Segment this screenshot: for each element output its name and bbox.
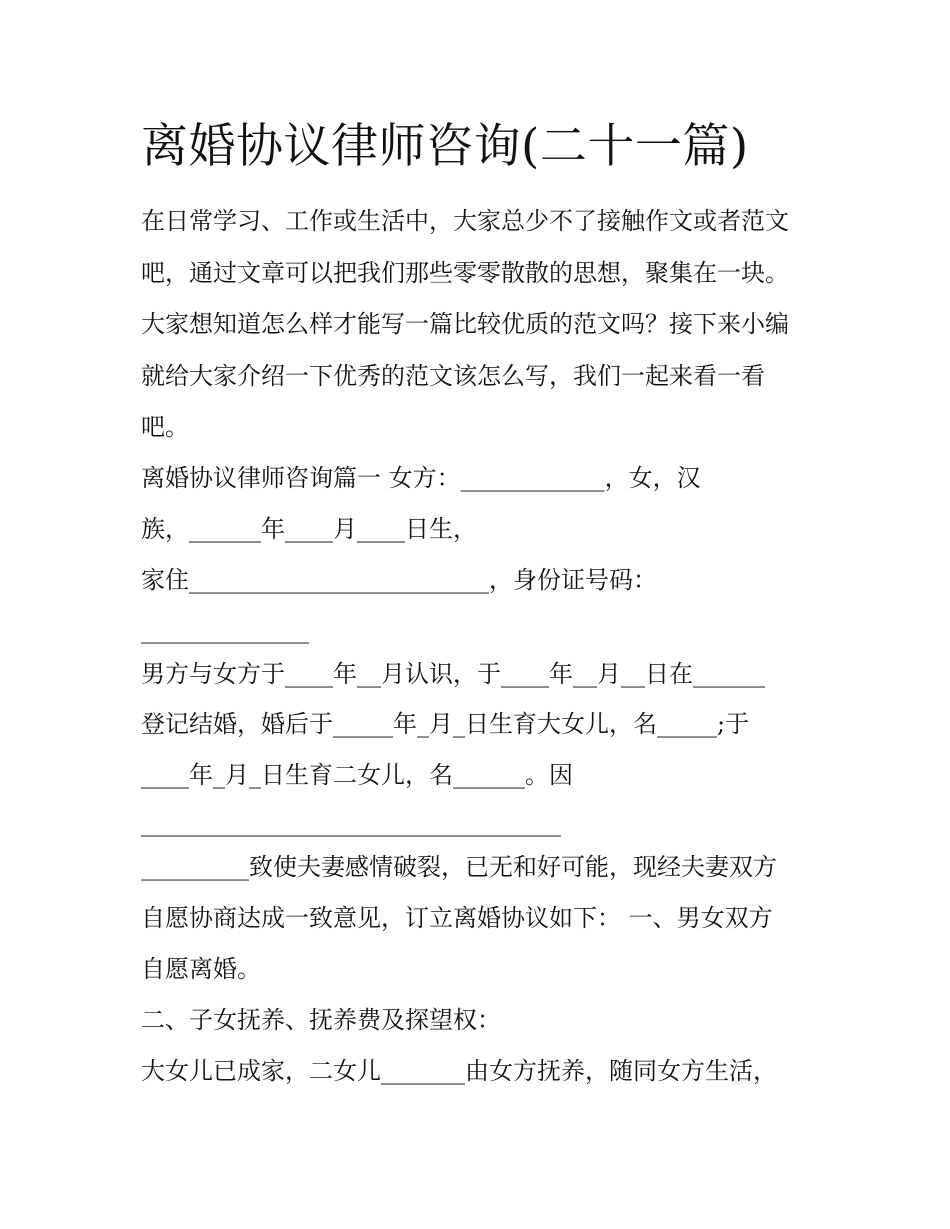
intro-line-4: 就给大家介绍一下优秀的范文该怎么写，我们一起来看一看 xyxy=(141,362,765,390)
section-heading-child-support: 二、子女抚养、抚养费及探望权： xyxy=(141,1006,501,1034)
agreement-line-8: ___________________________________ xyxy=(141,809,561,837)
document-title: 离婚协议律师咨询(二十一篇) xyxy=(141,119,749,174)
agreement-line-5: 男方与女方于____年__月认识，于____年__月__日在______ xyxy=(141,660,765,688)
agreement-line-10: 自愿协商达成一致意见，订立离婚协议如下： 一、男女双方 xyxy=(141,904,773,932)
agreement-line-12: 大女儿已成家，二女儿_______由女方抚养，随同女方生活， xyxy=(141,1057,777,1085)
agreement-line-3: 家住_________________________，身份证号码： xyxy=(141,566,657,594)
agreement-line-4: ______________ xyxy=(141,616,309,644)
agreement-line-2: 族，______年____月____日生， xyxy=(141,515,477,543)
intro-line-3: 大家想知道怎么样才能写一篇比较优质的范文吗？接下来小编 xyxy=(141,310,789,338)
intro-line-5: 吧。 xyxy=(141,413,189,441)
intro-line-1: 在日常学习、工作或生活中，大家总少不了接触作文或者范文 xyxy=(141,207,789,235)
agreement-line-1: 离婚协议律师咨询篇一 女方：____________，女，汉 xyxy=(141,464,701,492)
agreement-line-6: 登记结婚，婚后于_____年_月_日生育大女儿，名_____;于 xyxy=(141,710,750,738)
intro-line-2: 吧，通过文章可以把我们那些零零散散的思想，聚集在一块。 xyxy=(141,259,789,287)
agreement-line-11: 自愿离婚。 xyxy=(141,955,261,983)
agreement-line-9: _________致使夫妻感情破裂，已无和好可能，现经夫妻双方 xyxy=(141,853,777,881)
agreement-line-7: ____年_月_日生育二女儿，名______。因 xyxy=(141,761,573,789)
